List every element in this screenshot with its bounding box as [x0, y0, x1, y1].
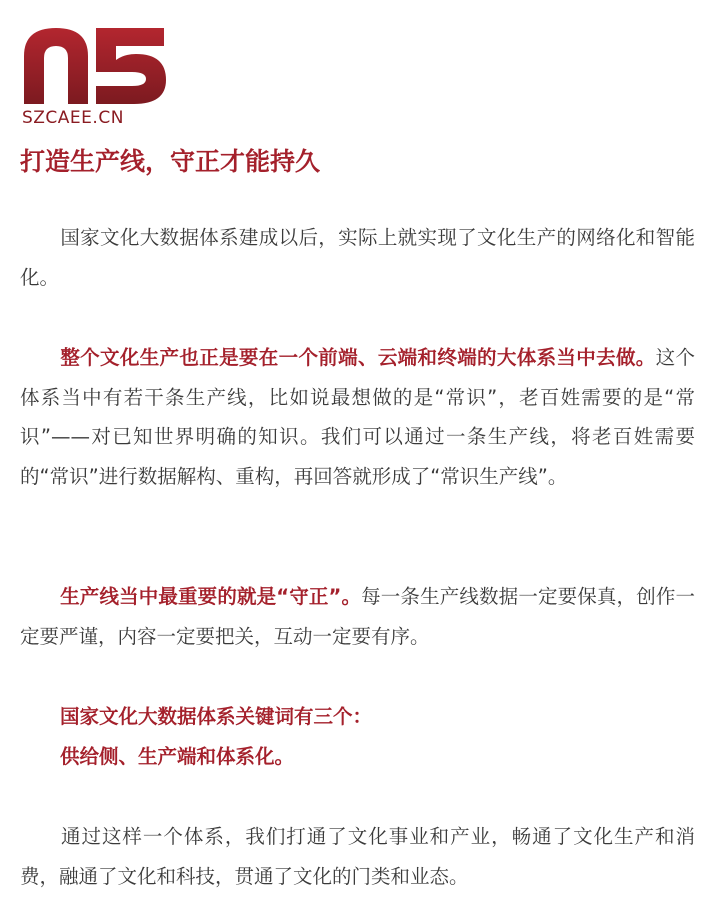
keywords-list: 供给侧、生产端和体系化。 [60, 744, 295, 768]
paragraph-3-emphasis: 生产线当中最重要的就是“守正”。 [60, 585, 362, 608]
paragraph-2 [20, 338, 695, 496]
keywords-heading: 国家文化大数据体系关键词有三个： [60, 705, 373, 728]
paragraph-1-text: 国家文化大数据体系建成以后，实际上就实现了文化生产的网络化和智能化。 [20, 226, 695, 289]
logo-05-graphic [20, 22, 170, 104]
logo-site-text: SZCAEE.CN [22, 108, 124, 128]
logo [20, 22, 170, 127]
paragraph-1 [20, 218, 695, 297]
paragraph-keywords [20, 697, 695, 776]
paragraph-2-text: 这个体系当中有若干条生产线，比如说最想做的是“常识”，老百姓需要的是“常识”——对已知世界明确的知识。我们可以通过一条生产线，将老百姓需要的“常识”进行数据解构、重构，再回答就形成了“常识生产线”。 [20, 346, 695, 488]
paragraph-2-emphasis: 整个文化生产也正是要在一个前端、云端和终端的大体系当中去做。 [60, 346, 656, 369]
section-title: 打造生产线，守正才能持久 [20, 147, 321, 176]
paragraph-3-text: 每一条生产线数据一定要保真，创作一定要严谨，内容一定要把关，互动一定要有序。 [20, 585, 695, 648]
paragraph-3 [20, 577, 695, 656]
paragraph-5 [20, 817, 695, 896]
paragraph-5-text: 通过这样一个体系，我们打通了文化事业和产业，畅通了文化生产和消费，融通了文化和科技，贯通了文化的门类和业态。 [20, 825, 695, 888]
keywords-line-1 [20, 697, 695, 737]
keywords-line-2 [20, 737, 695, 777]
